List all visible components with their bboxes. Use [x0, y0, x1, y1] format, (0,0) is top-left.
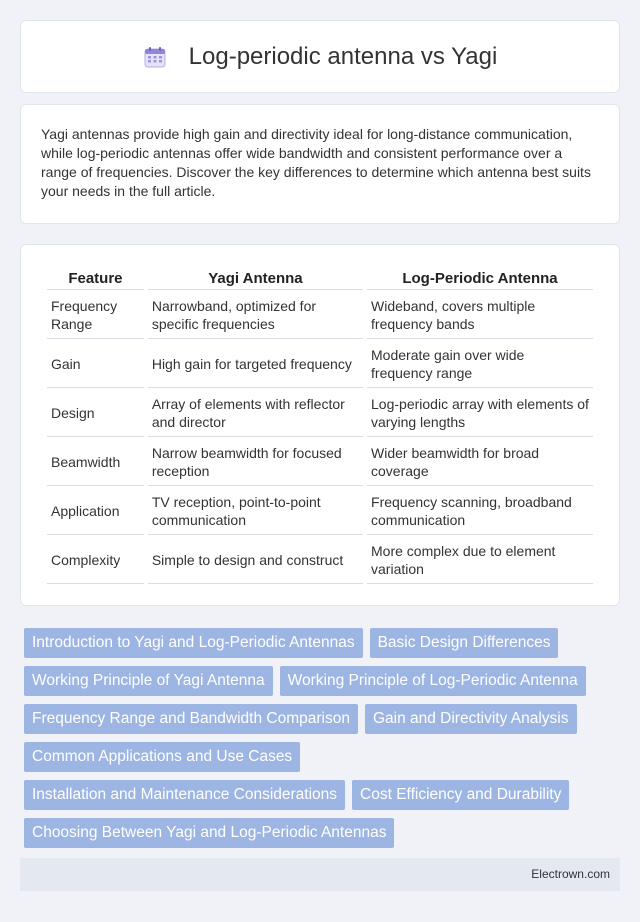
column-header-yagi: Yagi Antenna: [148, 265, 363, 290]
table-row: [47, 537, 593, 584]
footer: [20, 858, 620, 891]
table-cell: Moderate gain over wide frequency range: [367, 341, 593, 388]
table-row: [47, 292, 593, 339]
tag-link[interactable]: Introduction to Yagi and Log-Periodic Antennas: [24, 628, 363, 658]
tag-link[interactable]: Basic Design Differences: [370, 628, 559, 658]
table-cell: High gain for targeted frequency: [148, 341, 363, 388]
tag-link[interactable]: Frequency Range and Bandwidth Comparison: [24, 704, 358, 734]
intro-text: Yagi antennas provide high gain and directivity ideal for long-distance communication, while log-periodic antennas offer wide bandwidth and consistent performance over a range of frequencies. Discover the key differences to determine which antenna best suits your needs in the full article.: [41, 126, 591, 199]
table-cell: Narrow beamwidth for focused reception: [148, 439, 363, 486]
tag-link[interactable]: Working Principle of Log-Periodic Antenna: [280, 666, 586, 696]
table-cell: Beamwidth: [47, 439, 144, 486]
column-header-log-periodic: Log-Periodic Antenna: [367, 265, 593, 290]
tag-link[interactable]: Installation and Maintenance Considerations: [24, 780, 345, 810]
calendar-icon: [143, 45, 167, 69]
table-cell: Application: [47, 488, 144, 535]
table-cell: Design: [47, 390, 144, 437]
comparison-table: [43, 263, 597, 586]
footer-site-link[interactable]: Electrown.com: [531, 867, 610, 881]
column-header-feature: Feature: [47, 265, 144, 290]
page-title: Log-periodic antenna vs Yagi: [188, 42, 498, 70]
table-cell: Wideband, covers multiple frequency bands: [367, 292, 593, 339]
intro-card: [20, 104, 620, 224]
table-row: [47, 439, 593, 486]
table-cell: Frequency scanning, broadband communication: [367, 488, 593, 535]
table-cell: TV reception, point-to-point communication: [148, 488, 363, 535]
table-cell: Log-periodic array with elements of varying lengths: [367, 390, 593, 437]
tag-link[interactable]: Cost Efficiency and Durability: [352, 780, 569, 810]
table-cell: More complex due to element variation: [367, 537, 593, 584]
tag-link[interactable]: Working Principle of Yagi Antenna: [24, 666, 273, 696]
table-cell: Array of elements with reflector and director: [148, 390, 363, 437]
table-row: [47, 488, 593, 535]
tag-link[interactable]: Gain and Directivity Analysis: [365, 704, 577, 734]
comparison-card: [20, 244, 620, 606]
table-cell: Frequency Range: [47, 292, 144, 339]
header-card: [20, 20, 620, 93]
table-cell: Narrowband, optimized for specific frequencies: [148, 292, 363, 339]
tag-link[interactable]: Choosing Between Yagi and Log-Periodic Antennas: [24, 818, 394, 848]
table-cell: Wider beamwidth for broad coverage: [367, 439, 593, 486]
table-cell: Simple to design and construct: [148, 537, 363, 584]
table-row: [47, 341, 593, 388]
table-cell: Complexity: [47, 537, 144, 584]
table-row: [47, 390, 593, 437]
table-cell: Gain: [47, 341, 144, 388]
table-header-row: [47, 265, 593, 290]
tag-link[interactable]: Common Applications and Use Cases: [24, 742, 300, 772]
topic-tags: [24, 628, 614, 848]
